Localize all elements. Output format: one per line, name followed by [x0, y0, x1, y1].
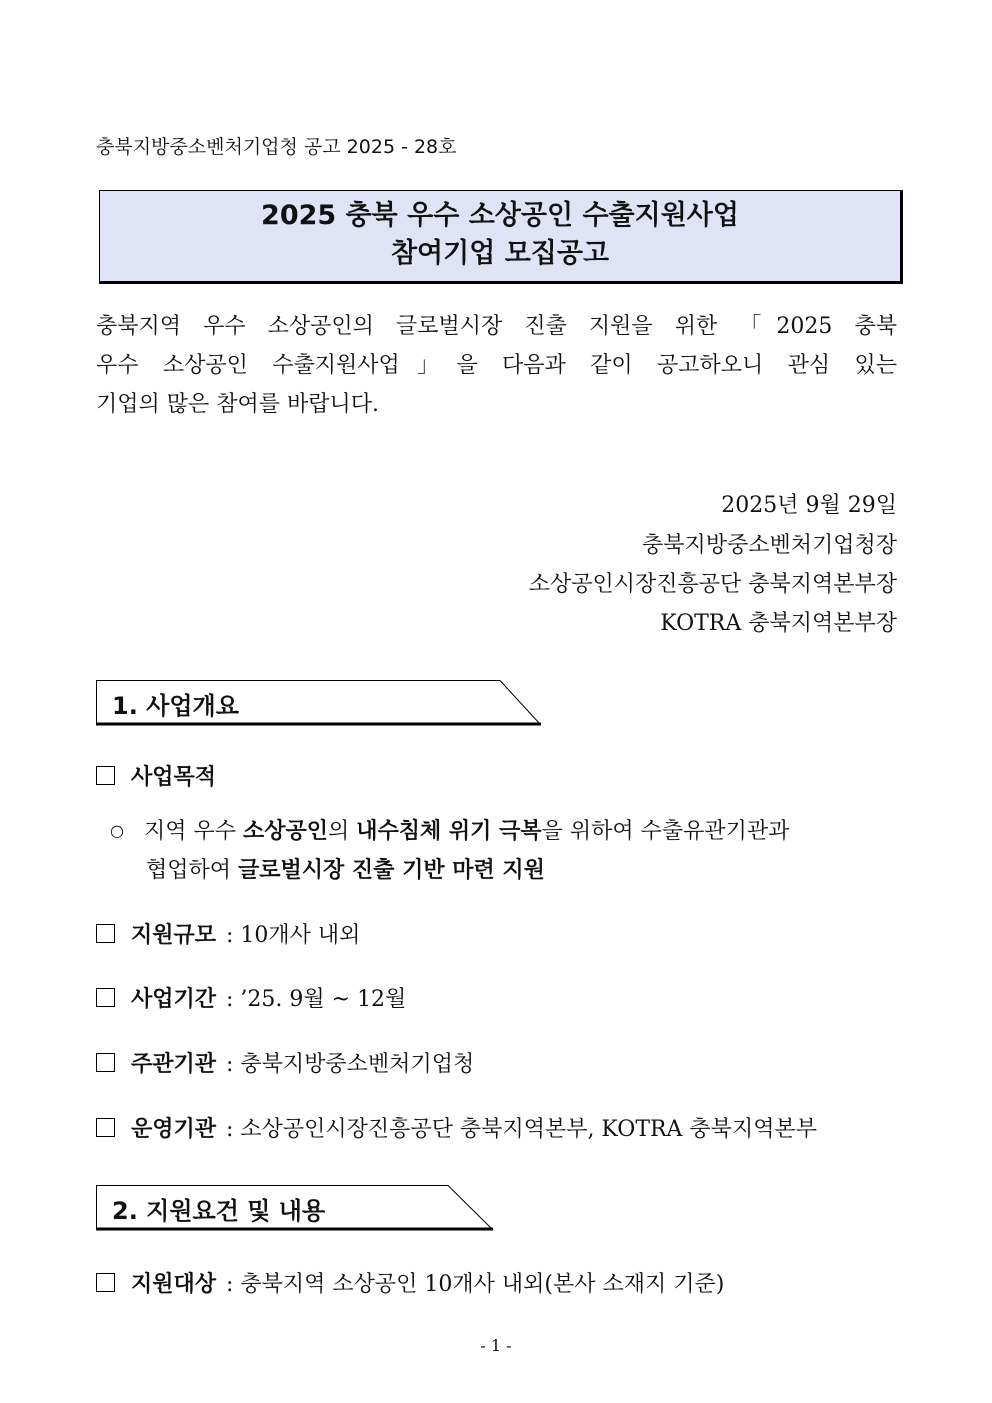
item-label: 운영기관: [131, 1117, 217, 1142]
issuer: 소상공인시장진흥공단 충북지역본부장: [528, 572, 897, 597]
checkbox-square-icon: [96, 924, 115, 943]
checkbox-square-icon: [96, 988, 115, 1007]
section-heading-2: [96, 1185, 494, 1231]
checkbox-square-icon: [96, 766, 115, 785]
item-value: : 10개사 내외: [226, 923, 361, 948]
text-segment: 지역 우수: [143, 819, 243, 844]
text-segment: 글로벌시장 진출 기반 마련 지원: [238, 858, 545, 883]
intro-line: 우수 소상공인 수출지원사업」을 다음과 같이 공고하오니 관심 있는: [96, 353, 897, 378]
item-value: : 소상공인시장진흥공단 충북지역본부, KOTRA 충북지역본부: [226, 1117, 817, 1142]
section-heading-1: [96, 680, 542, 726]
issuer: 충북지방중소벤처기업청장: [641, 533, 897, 558]
item-value: : 충북지역 소상공인 10개사 내외(본사 소재지 기준): [226, 1272, 725, 1297]
intro-line: 충북지역 우수 소상공인의 글로벌시장 진출 지원을 위한 「2025 충북: [96, 314, 897, 339]
date: 2025년 9월 29일: [721, 493, 897, 518]
item-value: : ’25. 9월 ~ 12월: [226, 987, 407, 1012]
checkbox-square-icon: [96, 1273, 115, 1292]
text-segment: 협업하여: [146, 858, 239, 883]
purpose-bullet: [110, 814, 789, 845]
info-item: [96, 982, 406, 1013]
intro-line: 기업의 많은 참여를 바랍니다.: [96, 392, 379, 417]
item-label: 지원규모: [131, 923, 217, 948]
purpose-item: [96, 760, 226, 791]
item-label: 사업기간: [131, 987, 217, 1012]
checkbox-square-icon: [96, 1118, 115, 1137]
item-label: 주관기관: [131, 1052, 217, 1077]
section-title: 2. 지원요건 및 내용: [112, 1197, 326, 1225]
text-segment: 소상공인: [242, 819, 328, 844]
title-line2: 참여기업 모집공고: [390, 238, 610, 269]
target-item: [96, 1267, 724, 1298]
info-item: [96, 1047, 474, 1078]
title-box: [99, 190, 903, 284]
title-line1: 2025 충북 우수 소상공인 수출지원사업: [261, 200, 739, 231]
page-number: - 1 -: [480, 1336, 512, 1355]
circle-bullet-icon: ○: [110, 821, 124, 840]
text-segment: 을 위하여 수출유관기관과: [541, 819, 790, 844]
info-item: [96, 1112, 817, 1143]
issuer: KOTRA 충북지역본부장: [660, 611, 897, 636]
notice-number: 충북지방중소벤처기업청 공고 2025 - 28호: [96, 136, 457, 158]
item-value: : 충북지방중소벤처기업청: [226, 1052, 475, 1077]
info-item: [96, 918, 360, 949]
section-title: 1. 사업개요: [112, 692, 239, 720]
item-label: 사업목적: [131, 765, 217, 790]
purpose-bullet-cont: [146, 853, 545, 884]
item-label: 지원대상: [131, 1272, 217, 1297]
text-segment: 내수침체 위기 극복: [356, 819, 542, 844]
text-segment: 의: [327, 819, 357, 844]
checkbox-square-icon: [96, 1053, 115, 1072]
